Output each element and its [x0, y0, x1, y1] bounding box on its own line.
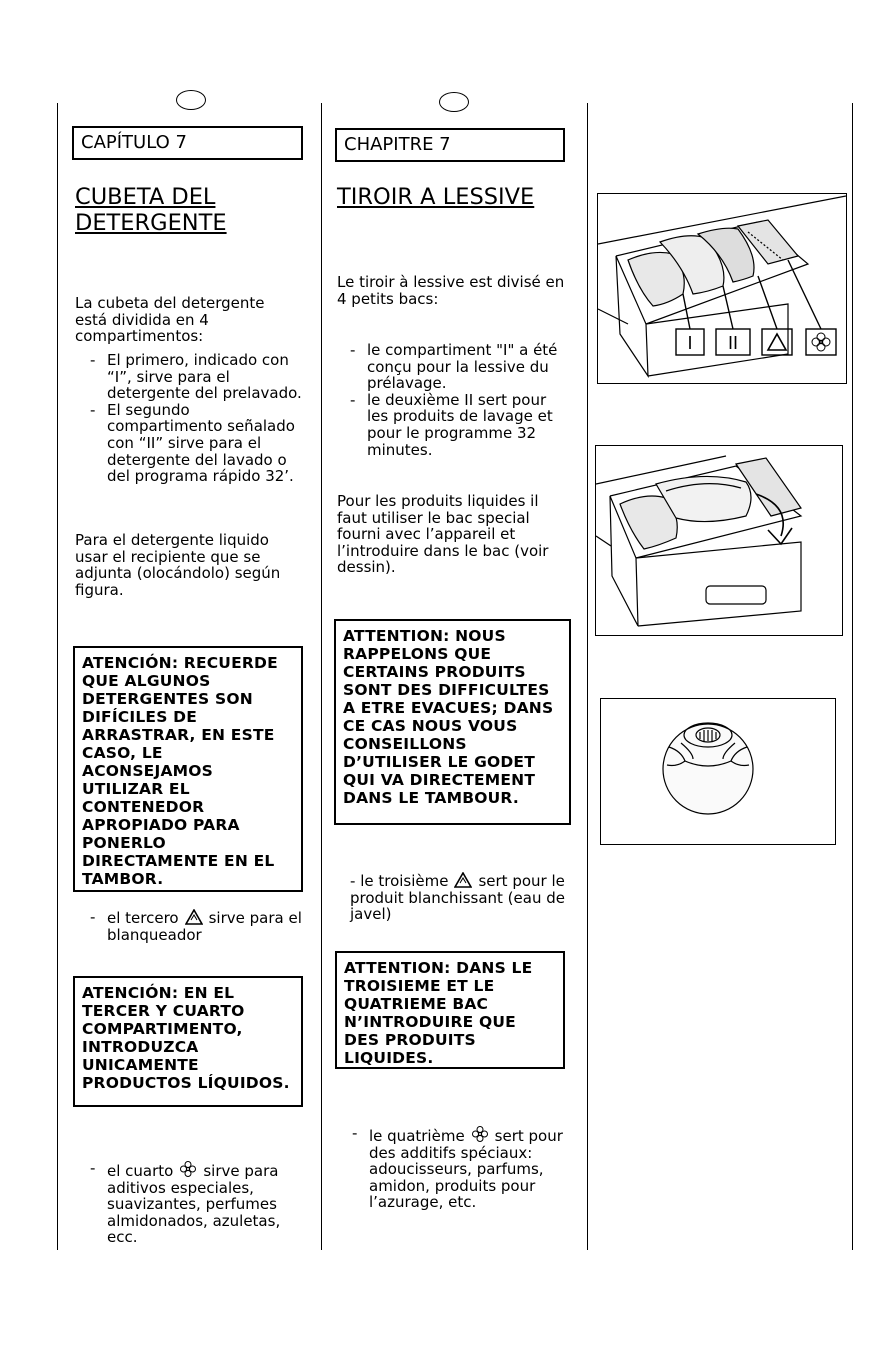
detergent-ball-illustration: [601, 699, 835, 844]
list-item: - le deuxième II sert pour les produits de lavage et pour le programme 32 minutes.: [350, 390, 553, 459]
fourth-compartment-es: - el cuarto sirve para aditivos especiales, suavizantes, perfumes almidonados, azuletas, ecc.: [90, 1159, 281, 1247]
compartment-list-es: [90, 351, 305, 486]
flower-softener-icon: [812, 333, 830, 351]
chapter-heading-fr: CHAPITRE 7: [335, 128, 565, 162]
list-item: - El segundo compartimento señalado con “II” sirve para el detergente del lavado o del programa rápido 32’.: [90, 400, 295, 486]
intro-text-es: La cubeta del detergente está dividida en 4 compartimentos:: [75, 294, 265, 346]
warning-box-es-1: ATENCIÓN: RECUERDE QUE ALGUNOS DETERGENTES SON DIFÍCILES DE ARRASTRAR, EN ESTE CASO, LE ACONSEJAMOS UTILIZAR EL CONTENEDOR APROPIADO PARA PONERLO DIRECTAMENTE EN EL TAMBOR.: [73, 646, 303, 892]
list-item: - le compartiment "I" a été conçu pour la lessive du prélavage.: [350, 341, 558, 393]
liquid-note-fr: Pour les produits liquides il faut utiliser le bac special fourni avec l’appareil et l’introduire dans le bac (voir dessin).: [337, 492, 549, 577]
column-rule-2: [321, 103, 322, 1250]
language-marker-fr: [439, 92, 469, 112]
warning-box-es-2: ATENCIÓN: EN EL TERCER Y CUARTO COMPARTIMENTO, INTRODUZCA UNICAMENTE PRODUCTOS LÍQUIDOS.: [73, 976, 303, 1107]
warning-box-fr-1: ATTENTION: NOUS RAPPELONS QUE CERTAINS PRODUITS SONT DES DIFFICULTES A ETRE EVACUES; DANS CE CAS NOUS VOUS CONSEILLONS D’UTILISER LE GODET QUI VA DIRECTEMENT DANS LE TAMBOUR.: [334, 619, 571, 825]
language-marker-es: [176, 90, 206, 110]
list-item: - El primero, indicado con “I”, sirve para el detergente del prelavado.: [90, 351, 302, 403]
liquid-note-es: Para el detergente liquido usar el recipiente que se adjunta (olocándolo) según figura.: [75, 531, 281, 599]
compartment-list-fr: [350, 341, 567, 459]
flower-softener-icon: [179, 1160, 197, 1178]
warning-box-fr-2: ATTENTION: DANS LE TROISIEME ET LE QUATRIEME BAC N’INTRODUIRE QUE DES PRODUITS LIQUIDES.: [335, 951, 565, 1069]
chapter-heading-es: CAPÍTULO 7: [72, 126, 303, 160]
figure-detergent-ball: [600, 698, 836, 845]
section-title-fr: TIROIR A LESSIVE: [337, 184, 535, 210]
intro-text-fr: Le tiroir à lessive est divisé en 4 petits bacs:: [337, 273, 565, 308]
third-compartment-fr: - le troisième sert pour le produit blanchissant (eau de javel): [350, 872, 565, 924]
column-rule-4: [852, 103, 853, 1250]
label-compartment-i: I: [687, 333, 693, 353]
figure-liquid-insert: [595, 445, 843, 636]
column-rule-3: [587, 103, 588, 1250]
bleach-triangle-icon: [185, 909, 203, 925]
bleach-triangle-icon: [454, 872, 472, 888]
flower-softener-icon: [471, 1125, 489, 1143]
label-compartment-ii: II: [727, 333, 739, 353]
figure-drawer-compartments: [597, 193, 847, 384]
column-rule-1: [57, 103, 58, 1250]
fourth-compartment-fr: - le quatrième sert pour des additifs spéciaux: adoucisseurs, parfums, amidon, produits pour l’azurage, etc.: [352, 1124, 563, 1212]
drawer-liquid-illustration: [596, 446, 842, 635]
drawer-illustration: [598, 194, 846, 383]
section-title-es: CUBETA DEL DETERGENTE: [75, 184, 227, 236]
third-compartment-es: - el tercero sirve para el blanqueador: [90, 908, 302, 944]
